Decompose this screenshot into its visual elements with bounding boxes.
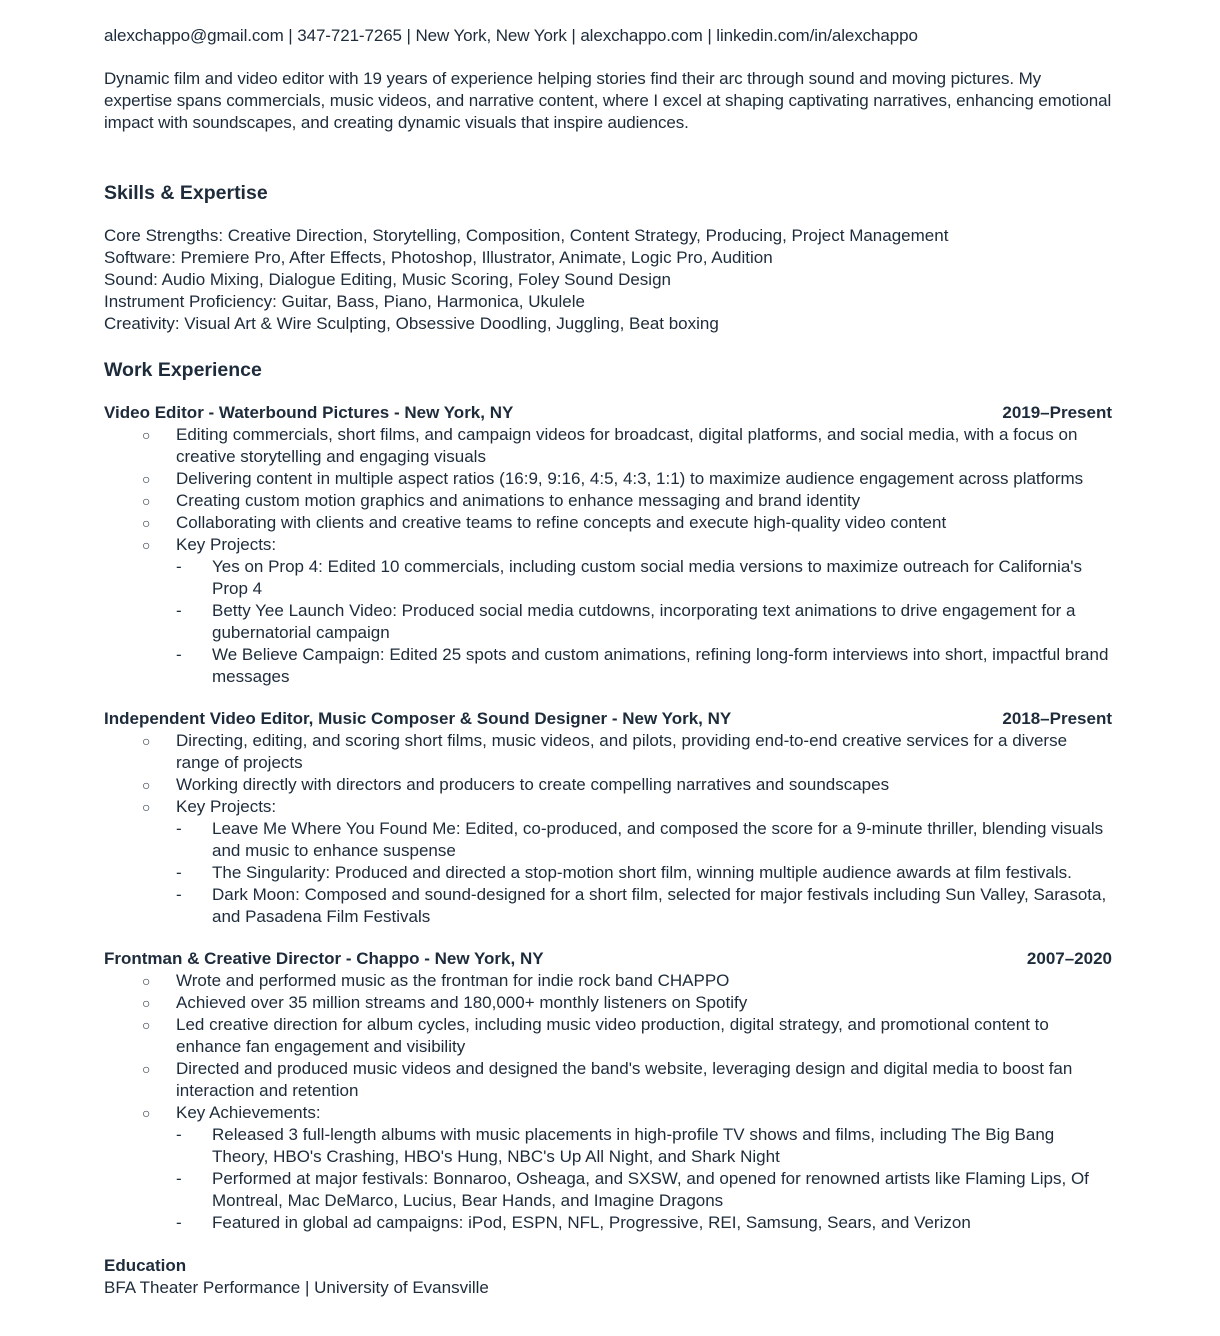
job-bullets bbox=[104, 424, 1112, 688]
bullet-text: Creating custom motion graphics and animations to enhance messaging and brand identity bbox=[176, 491, 861, 510]
skills-line: Sound: Audio Mixing, Dialogue Editing, Music Scoring, Foley Sound Design bbox=[104, 270, 671, 289]
bullet-marker: ○ bbox=[142, 995, 151, 1011]
dash-marker: - bbox=[176, 645, 182, 664]
skills-line: Creativity: Visual Art & Wire Sculpting, Obsessive Doodling, Juggling, Beat boxing bbox=[104, 314, 719, 333]
bullet-marker: ○ bbox=[142, 515, 151, 531]
bullet-marker: ○ bbox=[142, 733, 151, 749]
dash-marker: - bbox=[176, 557, 182, 576]
skills-list bbox=[104, 225, 1112, 335]
bullet-item bbox=[104, 774, 1112, 796]
bullet-item bbox=[104, 1102, 1112, 1234]
job-entry bbox=[104, 708, 1112, 928]
contact-line: alexchappo@gmail.com | 347-721-7265 | New York, New York | alexchappo.com | linkedin.com/in/alexchappo bbox=[104, 26, 918, 45]
sub-bullets bbox=[176, 1124, 1112, 1234]
dash-marker: - bbox=[176, 601, 182, 620]
bullet-text: Achieved over 35 million streams and 180,000+ monthly listeners on Spotify bbox=[176, 993, 748, 1012]
bullet-text: Key Projects: bbox=[176, 535, 277, 554]
dash-marker: - bbox=[176, 1169, 182, 1188]
sub-bullet-text: Leave Me Where You Found Me: Edited, co-produced, and composed the score for a 9-minute thriller, blending visuals and music to enhance suspense bbox=[212, 819, 1104, 860]
bullet-text: Key Achievements: bbox=[176, 1103, 321, 1122]
sub-bullet-item bbox=[176, 884, 1112, 928]
sub-bullet-text: Yes on Prop 4: Edited 10 commercials, including custom social media versions to maximize outreach for California's Prop 4 bbox=[212, 557, 1083, 598]
bullet-item bbox=[104, 992, 1112, 1014]
bullet-text: Directing, editing, and scoring short films, music videos, and pilots, providing end-to-end creative services for a diverse range of projects bbox=[176, 731, 1068, 772]
bullet-text: Editing commercials, short films, and campaign videos for broadcast, digital platforms, and social media, with a focus on creative storytelling and engaging visuals bbox=[176, 425, 1078, 466]
bullet-marker: ○ bbox=[142, 1061, 151, 1077]
skills-line: Software: Premiere Pro, After Effects, Photoshop, Illustrator, Animate, Logic Pro, Audition bbox=[104, 248, 773, 267]
sub-bullet-item bbox=[176, 862, 1112, 884]
bullet-item bbox=[104, 1014, 1112, 1058]
bullet-marker: ○ bbox=[142, 1105, 151, 1121]
bullet-text: Directed and produced music videos and designed the band's website, leveraging design and digital media to boost fan interaction and retention bbox=[176, 1059, 1073, 1100]
job-title: Frontman & Creative Director - Chappo - New York, NY bbox=[104, 949, 544, 968]
bullet-marker: ○ bbox=[142, 1017, 151, 1033]
job-dates: 2007–2020 bbox=[1026, 949, 1112, 968]
sub-bullet-item bbox=[176, 1124, 1112, 1168]
bullet-item bbox=[104, 424, 1112, 468]
bullet-marker: ○ bbox=[142, 471, 151, 487]
job-bullets bbox=[104, 730, 1112, 928]
bullet-text: Delivering content in multiple aspect ratios (16:9, 9:16, 4:5, 4:3, 1:1) to maximize audience engagement across platforms bbox=[176, 469, 1084, 488]
bullet-item bbox=[104, 490, 1112, 512]
sub-bullet-text: The Singularity: Produced and directed a stop-motion short film, winning multiple audience awards at film festivals. bbox=[212, 863, 1072, 882]
bullet-marker: ○ bbox=[142, 537, 151, 553]
sub-bullet-item bbox=[176, 818, 1112, 862]
sub-bullet-item bbox=[176, 1168, 1112, 1212]
sub-bullet-text: Performed at major festivals: Bonnaroo, Osheaga, and SXSW, and opened for renowned artists like Flaming Lips, Of Montreal, Mac DeMarco, Lucius, Bear Hands, and Imagine Dragons bbox=[212, 1169, 1089, 1210]
bullet-item bbox=[104, 1058, 1112, 1102]
bullet-item bbox=[104, 534, 1112, 688]
bullet-marker: ○ bbox=[142, 799, 151, 815]
skills-line: Core Strengths: Creative Direction, Storytelling, Composition, Content Strategy, Producing, Project Management bbox=[104, 226, 949, 245]
bullet-text: Collaborating with clients and creative teams to refine concepts and execute high-quality video content bbox=[176, 513, 947, 532]
bullet-item bbox=[104, 730, 1112, 774]
dash-marker: - bbox=[176, 885, 182, 904]
job-header bbox=[104, 948, 1112, 970]
bullet-text: Working directly with directors and producers to create compelling narratives and soundscapes bbox=[176, 775, 890, 794]
sub-bullet-text: We Believe Campaign: Edited 25 spots and custom animations, refining long-form interviews into short, impactful brand messages bbox=[212, 645, 1109, 686]
job-entry bbox=[104, 948, 1112, 1234]
dash-marker: - bbox=[176, 819, 182, 838]
job-header bbox=[104, 708, 1112, 730]
job-title: Independent Video Editor, Music Composer & Sound Designer - New York, NY bbox=[104, 709, 732, 728]
bullet-text: Key Projects: bbox=[176, 797, 277, 816]
bullet-item bbox=[104, 468, 1112, 490]
sub-bullet-text: Featured in global ad campaigns: iPod, ESPN, NFL, Progressive, REI, Samsung, Sears, and Verizon bbox=[212, 1213, 971, 1232]
skills-heading: Skills & Expertise bbox=[104, 182, 268, 204]
sub-bullets bbox=[176, 556, 1112, 688]
bullet-marker: ○ bbox=[142, 427, 151, 443]
sub-bullets bbox=[176, 818, 1112, 928]
job-dates: 2018–Present bbox=[1002, 709, 1112, 728]
work-heading: Work Experience bbox=[104, 359, 262, 381]
skills-line: Instrument Proficiency: Guitar, Bass, Piano, Harmonica, Ukulele bbox=[104, 292, 585, 311]
bullet-item bbox=[104, 796, 1112, 928]
job-header bbox=[104, 402, 1112, 424]
summary-paragraph: Dynamic film and video editor with 19 years of experience helping stories find their arc through sound and moving pictures. My expertise spans commercials, music videos, and narrative content, where I excel at shaping captivating narratives, enhancing emotional impact with soundscapes, and creating dynamic visuals that inspire audiences. bbox=[104, 69, 1112, 132]
sub-bullet-item bbox=[176, 556, 1112, 600]
sub-bullet-text: Released 3 full-length albums with music placements in high-profile TV shows and films, including The Big Bang Theory, HBO's Crashing, HBO's Hung, NBC's Up All Night, and Shark Night bbox=[212, 1125, 1055, 1166]
job-dates: 2019–Present bbox=[1002, 403, 1112, 422]
bullet-marker: ○ bbox=[142, 777, 151, 793]
job-entry bbox=[104, 402, 1112, 688]
sub-bullet-item bbox=[176, 644, 1112, 688]
sub-bullet-item bbox=[176, 600, 1112, 644]
job-title: Video Editor - Waterbound Pictures - New York, NY bbox=[104, 403, 514, 422]
dash-marker: - bbox=[176, 1125, 182, 1144]
dash-marker: - bbox=[176, 863, 182, 882]
bullet-item bbox=[104, 512, 1112, 534]
education-heading: Education bbox=[104, 1256, 187, 1275]
sub-bullet-item bbox=[176, 1212, 1112, 1234]
sub-bullet-text: Dark Moon: Composed and sound-designed for a short film, selected for major festivals including Sun Valley, Sarasota, and Pasadena Film Festivals bbox=[212, 885, 1107, 926]
bullet-item bbox=[104, 970, 1112, 992]
dash-marker: - bbox=[176, 1213, 182, 1232]
job-bullets bbox=[104, 970, 1112, 1234]
education-line: BFA Theater Performance | University of Evansville bbox=[104, 1278, 489, 1297]
bullet-text: Led creative direction for album cycles, including music video production, digital strategy, and promotional content to enhance fan engagement and visibility bbox=[176, 1015, 1049, 1056]
bullet-marker: ○ bbox=[142, 973, 151, 989]
bullet-marker: ○ bbox=[142, 493, 151, 509]
bullet-text: Wrote and performed music as the frontman for indie rock band CHAPPO bbox=[176, 971, 730, 990]
sub-bullet-text: Betty Yee Launch Video: Produced social media cutdowns, incorporating text animations to drive engagement for a gubernatorial campaign bbox=[212, 601, 1076, 642]
